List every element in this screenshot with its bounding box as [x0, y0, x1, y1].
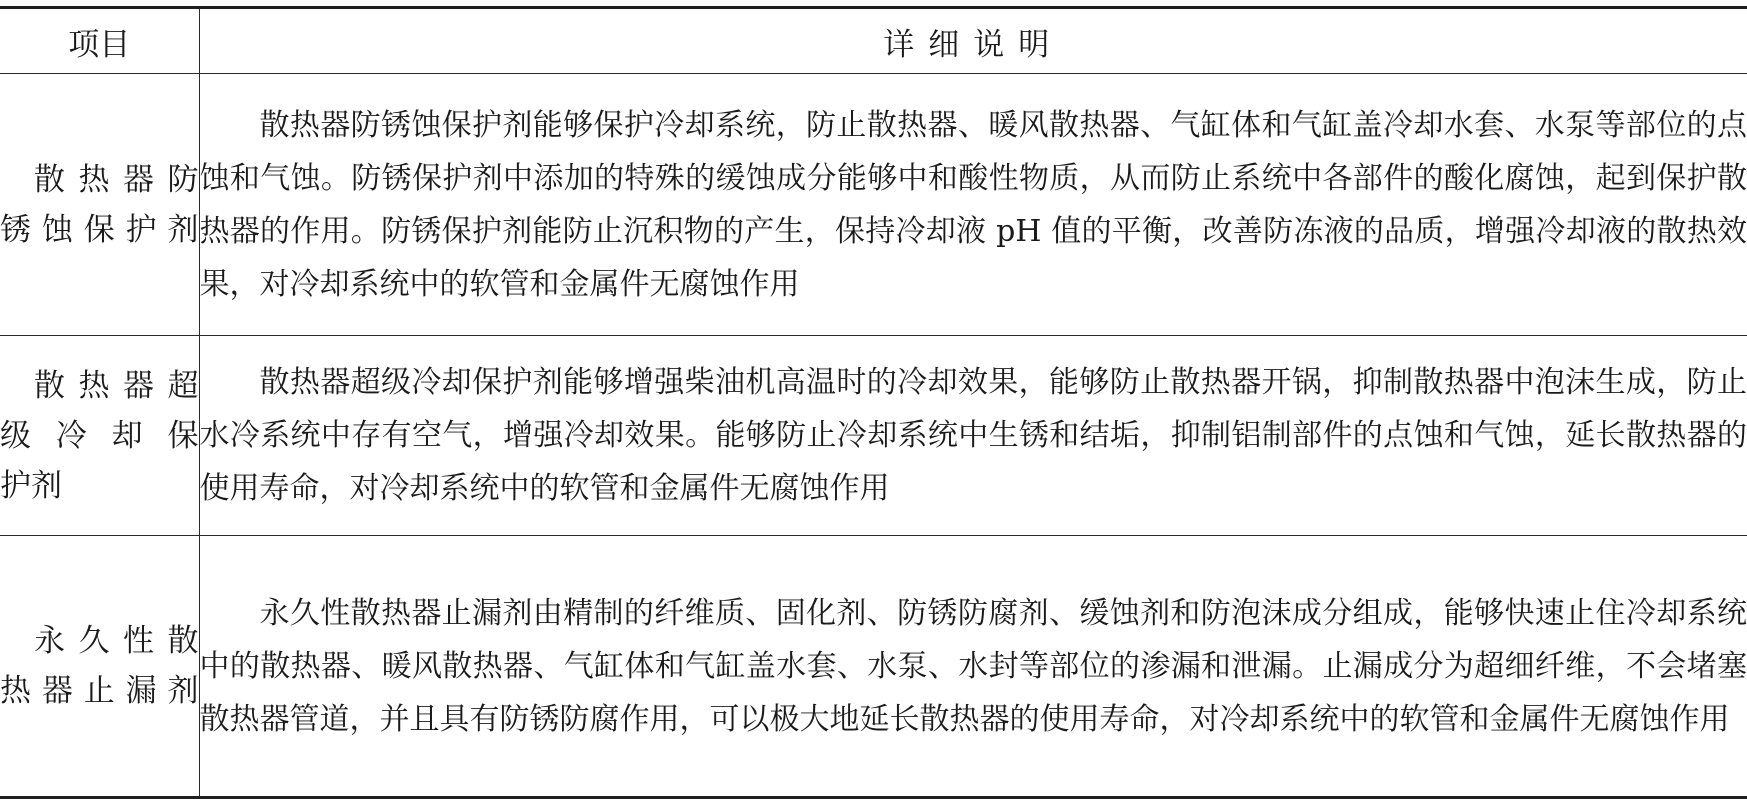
row-item-cell: [0, 74, 199, 336]
header-detail: 详细说明: [199, 8, 1747, 74]
row-detail-cell: [199, 74, 1747, 336]
spec-table: [0, 6, 1747, 799]
row-detail-cell: [199, 336, 1747, 536]
row-item-label-line: 永久性散: [34, 623, 199, 659]
table-row: [0, 336, 1747, 536]
header-item: 项目: [0, 8, 199, 74]
row-item-cell: [0, 336, 199, 536]
row-item-label-line: 散热器防: [34, 161, 199, 198]
row-item-cell: [0, 536, 199, 798]
row-detail-text: 永久性散热器止漏剂由精制的纤维质、固化剂、防锈防腐剂、缓蚀剂和防泡沫成分组成，能够快速止住冷却系统中的散热器、暖风散热器、气缸体和气缸盖水套、水泵、水封等部位的渗漏和泄漏。止漏成分为超细纤维，不会堵塞散热器管道，并且具有防锈防腐作用，可以极大地延长散热器的使用寿命，对冷却系统中的软管和金属件无腐蚀作用: [199, 595, 1747, 737]
row-item-label-line: 散热器超: [34, 367, 199, 404]
table-row: [0, 536, 1747, 798]
row-item-label-line: 锈蚀保护剂: [0, 211, 199, 248]
table-row: [0, 74, 1747, 336]
row-item-label-line: 护剂: [0, 467, 62, 504]
row-detail-cell: [199, 536, 1747, 798]
row-item-label-line: 级冷却保: [0, 417, 199, 454]
row-detail-text: 散热器超级冷却保护剂能够增强柴油机高温时的冷却效果，能够防止散热器开锅，抑制散热器中泡沫生成，防止水冷系统中存有空气，增强冷却效果。能够防止冷却系统中生锈和结垢，抑制铝制部件的点蚀和气蚀，延长散热器的使用寿命，对冷却系统中的软管和金属件无腐蚀作用: [199, 365, 1747, 506]
table-header-row: [0, 8, 1747, 74]
row-detail-text: 散热器防锈蚀保护剂能够保护冷却系统，防止散热器、暖风散热器、气缸体和气缸盖冷却水套、水泵等部位的点蚀和气蚀。防锈保护剂中添加的特殊的缓蚀成分能够中和酸性物质，从而防止系统中各部件的酸化腐蚀，起到保护散热器的作用。防锈保护剂能防止沉积物的产生，保持冷却液 pH 值的平衡，改善防冻液的品质，增强冷却液的散热效果，对冷却系统中的软管和金属件无腐蚀作用: [199, 107, 1747, 302]
row-item-label-line: 热器止漏剂: [0, 673, 199, 709]
